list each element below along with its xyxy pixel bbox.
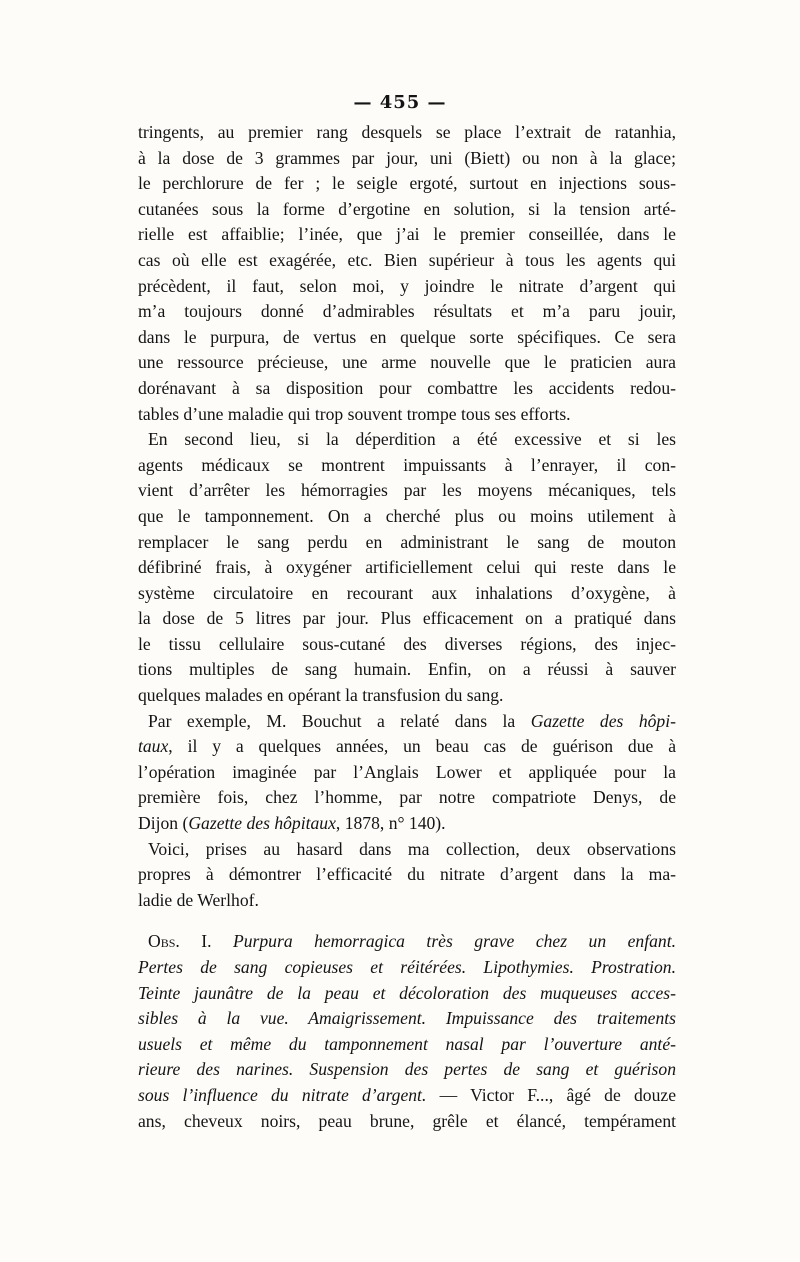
text-line: défibriné frais, à oxygéner artificiellement celui qui reste dans le [138, 557, 676, 578]
text-line: cas où elle est exagérée, etc. Bien supérieur à tous les agents qui [138, 249, 676, 270]
text-line: tringents, au premier rang desquels se place l’extrait de ratanhia, [138, 122, 676, 142]
observation-block [138, 929, 676, 1134]
text-line: à la dose de 3 grammes par jour, uni (Biett) ou non à la glace; [138, 147, 676, 168]
text-line: quelques malades en opérant la transfusion du sang. [138, 685, 504, 706]
text-line: propres à démontrer l’efficacité du nitrate d’argent dans la ma- [138, 864, 676, 885]
text-line [138, 929, 676, 955]
text-segment: sous l’influence du nitrate d’argent. [138, 1084, 427, 1105]
text-line: ladie de Werlhof. [138, 889, 259, 910]
text-line: cutanées sous la forme d’ergotine en solution, si la tension arté- [138, 198, 676, 219]
text-line: ans, cheveux noirs, peau brune, grêle et élancé, tempérament [138, 1110, 676, 1131]
text-line: vient d’arrêter les hémorragies par les moyens mécaniques, tels [138, 480, 676, 501]
text-line: que le tamponnement. On a cherché plus ou moins utilement à [138, 505, 676, 526]
text-line: m’a toujours donné d’admirables résultats et m’a paru jouir, [138, 301, 676, 322]
paragraph-2 [138, 427, 676, 709]
page-number: — 455 — [353, 92, 447, 113]
text-line: la dose de 5 litres par jour. Plus efficacement on a pratiqué dans [138, 608, 676, 629]
journal-title-end: taux [138, 736, 169, 757]
text-segment: , il y a quelques années, un beau cas de guérison due à [168, 736, 676, 757]
text-line: rielle est affaiblie; l’inée, que j’ai le premier conseillée, dans le [138, 224, 676, 245]
text-segment: , 1878, n° 140). [335, 813, 446, 834]
journal-title: Gazette des hôpi- [530, 710, 676, 731]
text-line: remplacer le sang perdu en administrant le sang de mouton [138, 531, 676, 552]
text-segment: Purpura hemorragica très grave chez un enfant. [211, 931, 676, 952]
text-line: l’opération imaginée par l’Anglais Lower et appliquée pour la [138, 761, 676, 782]
text-line: tions multiples de sang humain. Enfin, on a réussi à sauver [138, 659, 676, 680]
journal-title: Gazette des hôpitaux [188, 813, 336, 834]
text-line: Pertes de sang copieuses et réitérées. Lipothymies. Prostration. [138, 957, 676, 977]
text-line [138, 811, 676, 837]
text-segment: Par exemple, M. Bouchut a relaté dans la [148, 710, 531, 731]
text-line: précèdent, il faut, selon moi, y joindre le nitrate d’argent qui [138, 275, 676, 296]
text-line: Voici, prises au hasard dans ma collection, deux observations [148, 838, 676, 859]
paragraph-1 [138, 120, 676, 427]
text-line: le perchlorure de fer ; le seigle ergoté, surtout en injections sous- [138, 173, 676, 194]
text-segment: Dijon ( [138, 813, 189, 834]
text-line: système circulatoire en recourant aux inhalations d’oxygène, à [138, 582, 676, 603]
text-line: sibles à la vue. Amaigrissement. Impuissance des traitements [138, 1008, 676, 1029]
text-line [138, 709, 676, 735]
text-line: première fois, chez l’homme, par notre compatriote Denys, de [138, 787, 676, 808]
text-line [138, 1083, 676, 1109]
text-line: usuels et même du tamponnement nasal par l’ouverture anté- [138, 1033, 676, 1054]
text-line: une ressource précieuse, une arme nouvelle que le praticien aura [138, 352, 676, 373]
paragraph-4 [138, 837, 676, 914]
text-line: dorénavant à sa disposition pour combattre les accidents redou- [138, 377, 676, 398]
body-text [138, 120, 676, 1134]
text-line: tables d’une maladie qui trop souvent trompe tous ses efforts. [138, 403, 571, 424]
paragraph-3 [138, 709, 676, 837]
text-line: agents médicaux se montrent impuissants à l’enrayer, il con- [138, 454, 676, 475]
text-line: Teinte jaunâtre de la peau et décoloration des muqueuses acces- [138, 982, 676, 1003]
text-line [138, 734, 676, 760]
text-line: le tissu cellulaire sous-cutané des diverses régions, des injec- [138, 633, 676, 654]
observation-label: Obs. I. [148, 931, 212, 952]
text-line: rieure des narines. Suspension des pertes de sang et guérison [138, 1059, 676, 1080]
text-segment: — Victor F..., âgé de douze [426, 1084, 677, 1105]
text-line: En second lieu, si la déperdition a été excessive et si les [148, 429, 676, 450]
text-line: dans le purpura, de vertus en quelque sorte spécifiques. Ce sera [138, 326, 676, 347]
